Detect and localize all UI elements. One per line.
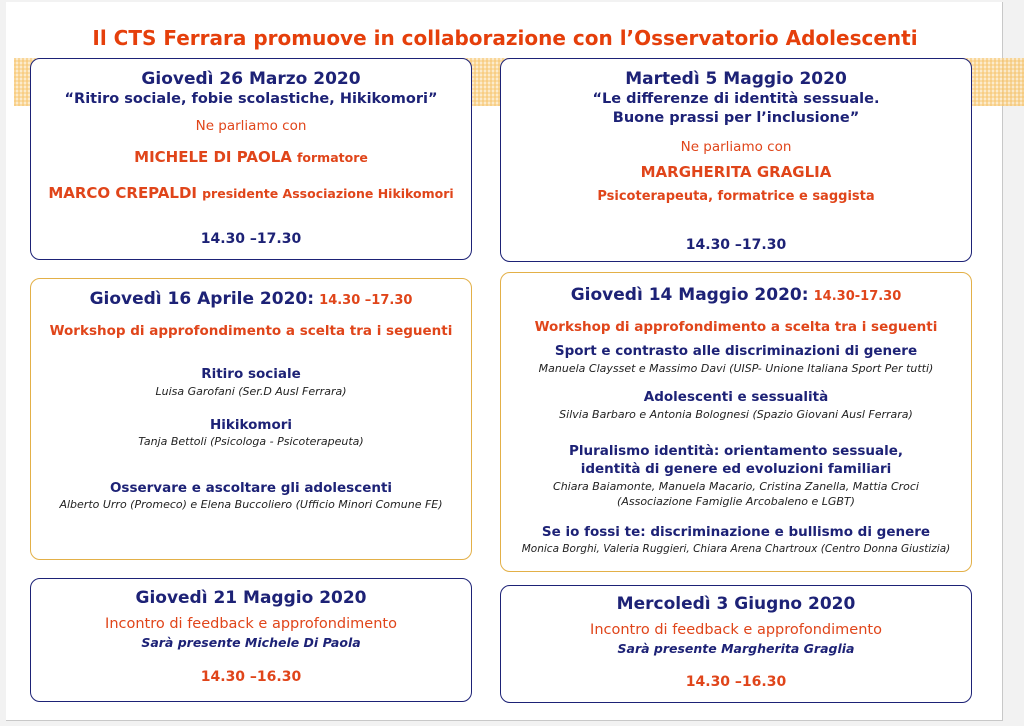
event-date: Giovedì 16 Aprile 2020: xyxy=(89,289,315,309)
workshop-leaders: Alberto Urro (Promeco) e Elena Buccoliero (Ufficio Minori Comune FE) xyxy=(59,498,443,511)
event-presence: Sarà presente Margherita Graglia xyxy=(617,641,855,656)
event-time: 14.30 –16.30 xyxy=(685,674,787,690)
workshop-leaders: Tanja Bettoli (Psicologa - Psicoterapeuta) xyxy=(138,435,364,448)
speaker-name: MARGHERITA GRAGLIA xyxy=(640,163,832,181)
event-date: Giovedì 26 Marzo 2020 xyxy=(141,69,361,89)
workshop-title: Sport e contrasto alle discriminazioni di genere xyxy=(554,343,918,359)
event-presence: Sarà presente Michele Di Paola xyxy=(141,635,361,650)
speaker-line xyxy=(31,183,471,202)
event-time: 14.30 –17.30 xyxy=(685,237,787,253)
event-subtitle: Incontro di feedback e approfondimento xyxy=(105,616,397,632)
event-date: Giovedì 14 Maggio 2020: xyxy=(570,285,809,305)
workshop-leaders-line1: Chiara Baiamonte, Manuela Macario, Cristina Zanella, Mattia Croci xyxy=(553,480,919,493)
event-heading xyxy=(31,289,471,309)
speaker-line xyxy=(31,147,471,166)
workshop-title-line2: identità di genere ed evoluzioni familiari xyxy=(580,461,892,477)
event-card-may-5 xyxy=(500,58,972,262)
event-heading xyxy=(501,285,971,305)
event-subtitle: Incontro di feedback e approfondimento xyxy=(590,622,882,638)
speaker-role: Psicoterapeuta, formatrice e saggista xyxy=(597,189,875,204)
workshop-title: Se io fossi te: discriminazione e bullismo di genere xyxy=(541,524,931,540)
event-card-may-21 xyxy=(30,578,472,702)
event-topic: “Ritiro sociale, fobie scolastiche, Hikikomori” xyxy=(64,91,438,107)
workshop-title: Adolescenti e sessualità xyxy=(643,389,829,405)
workshop-leaders: Manuela Claysset e Massimo Davi (UISP- Unione Italiana Sport Per tutti) xyxy=(538,362,934,375)
event-time: 14.30 –17.30 xyxy=(200,231,302,247)
workshop-leaders: Silvia Barbaro e Antonia Bolognesi (Spazio Giovani Ausl Ferrara) xyxy=(559,408,913,421)
workshop-leaders: Monica Borghi, Valeria Ruggieri, Chiara Arena Chartroux (Centro Donna Giustizia) xyxy=(521,543,951,555)
event-topic-line1: “Le differenze di identità sessuale. xyxy=(592,91,880,107)
speaker-role: formatore xyxy=(296,150,368,165)
event-time: 14.30 –17.30 xyxy=(319,293,413,308)
workshop-title: Ritiro sociale xyxy=(201,366,301,382)
event-card-june-3 xyxy=(500,585,972,703)
workshop-title-line1: Pluralismo identità: orientamento sessuale, xyxy=(568,443,904,459)
workshop-leaders: Luisa Garofani (Ser.D Ausl Ferrara) xyxy=(155,385,347,398)
speakers-intro: Ne parliamo con xyxy=(195,118,307,134)
event-date: Giovedì 21 Maggio 2020 xyxy=(135,588,367,608)
workshop-intro: Workshop di approfondimento a scelta tra i seguenti xyxy=(534,319,938,335)
event-date: Mercoledì 3 Giugno 2020 xyxy=(616,594,856,614)
event-card-april-16 xyxy=(30,278,472,560)
speaker-name: MICHELE DI PAOLA xyxy=(134,148,292,166)
workshop-title: Hikikomori xyxy=(209,417,293,433)
event-card-may-14 xyxy=(500,272,972,572)
workshop-leaders-line2: (Associazione Famiglie Arcobaleno e LGBT) xyxy=(617,495,855,508)
event-date: Martedì 5 Maggio 2020 xyxy=(625,69,847,89)
speaker-name: MARCO CREPALDI xyxy=(48,184,198,202)
event-time: 14.30 –16.30 xyxy=(200,669,302,685)
page-title: Il CTS Ferrara promuove in collaborazione con l’Osservatorio Adolescenti xyxy=(92,26,918,50)
event-time: 14.30-17.30 xyxy=(813,289,902,304)
event-card-march-26 xyxy=(30,58,472,260)
speaker-role: presidente Associazione Hikikomori xyxy=(202,186,454,201)
speakers-intro: Ne parliamo con xyxy=(680,139,792,155)
workshop-intro: Workshop di approfondimento a scelta tra i seguenti xyxy=(49,323,453,339)
event-topic-line2: Buone prassi per l’inclusione” xyxy=(612,110,860,126)
workshop-title: Osservare e ascoltare gli adolescenti xyxy=(109,480,393,496)
